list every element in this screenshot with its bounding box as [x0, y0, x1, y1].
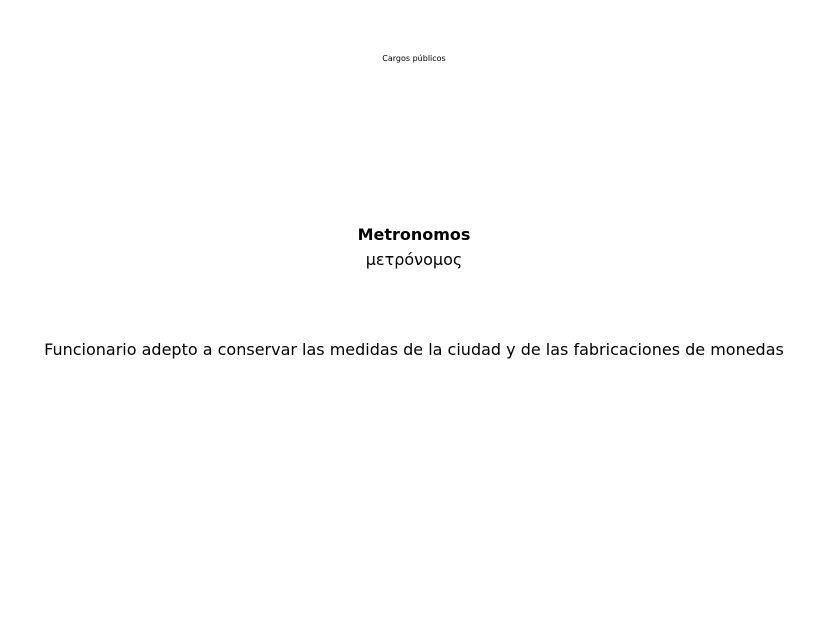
term-block	[0, 225, 828, 271]
page-header-category: Cargos públicos	[382, 54, 446, 63]
term-definition: Funcionario adepto a conservar las medidas de la ciudad y de las fabricaciones de monedas	[44, 340, 784, 359]
term-title: Metronomos	[357, 225, 471, 244]
term-greek: μετρόνομος	[365, 250, 463, 269]
